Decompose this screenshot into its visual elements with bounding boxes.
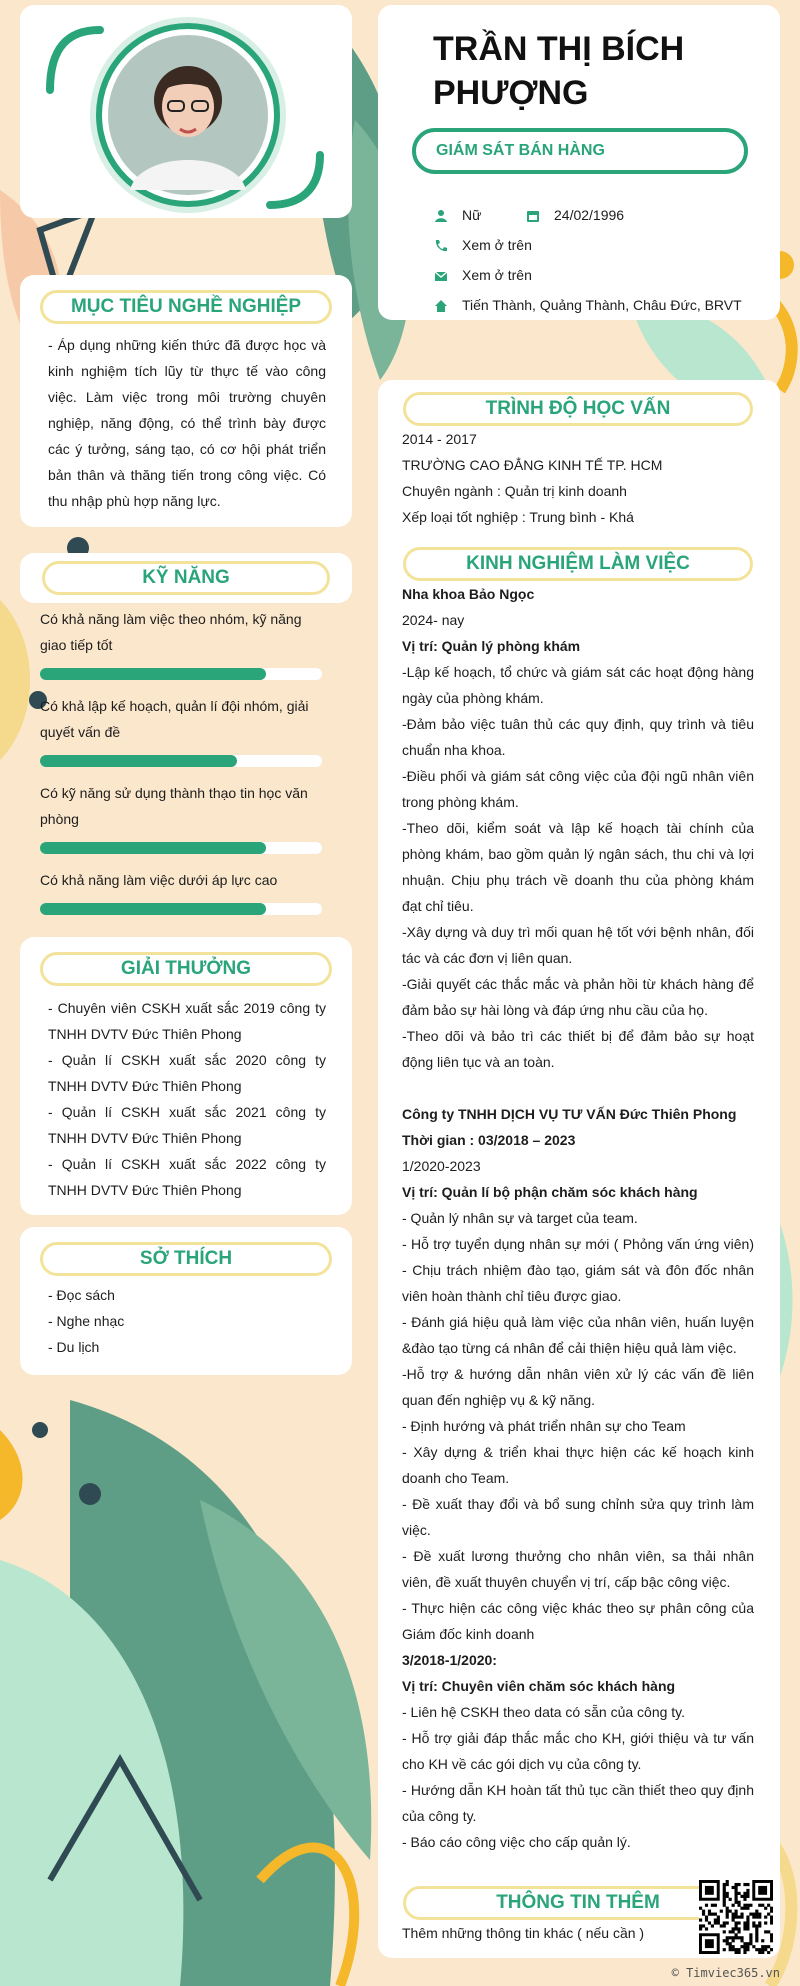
skill-bar-fill: [40, 842, 266, 854]
hobbies-card: [20, 1227, 352, 1375]
award-item: - Quản lí CSKH xuất sắc 2020 công ty TNHH DVTV Đức Thiên Phong: [48, 1052, 326, 1094]
job2-time: Thời gian : 03/2018 – 2023: [402, 1132, 576, 1148]
skill-item: [40, 693, 330, 767]
objective-text: - Áp dụng những kiến thức đã được học và kinh nghiệm tích lũy từ thực tế vào công việc. Làm việc trong môi trường chuyên nghiệp, năng động, có thể trình bày được các ý tưởng, sáng tạo, có cơ hội phát triển bản thân và thăng tiến trong công việc. Có thu nhập phù hợp năng lực.: [48, 337, 326, 509]
more-info-text: Thêm những thông tin khác ( nếu cần ): [402, 1925, 645, 1941]
job1-duties: -Lập kế hoạch, tổ chức và giám sát các hoạt động hàng ngày của phòng khám. -Đảm bảo việc tuân thủ các quy định, quy trình và tiêu chuẩn nha khoa. -Điều phối và giám sát công việc của đội ngũ nhân viên trong phòng khám. -Theo dõi, kiểm soát và lập kế hoạch tài chính của phòng khám, bao gồm quản lý ngân sách, thu chi và lợi nhuận. Chịu phụ trách về doanh thu của phòng khám đạt chỉ tiêu. -Xây dựng và duy trì mối quan hệ tốt với bệnh nhân, đối tác và các đơn vị liên quan. -Giải quyết các thắc mắc và phản hồi từ khách hàng để đảm bảo sự hài lòng và đáp ứng nhu cầu của họ. -Theo dõi và bảo trì các thiết bị để đảm bảo sự hoạt động liên tục và an toàn.: [402, 664, 754, 1070]
awards-list: [48, 995, 326, 1203]
education-title: TRÌNH ĐỘ HỌC VẤN: [403, 392, 753, 426]
job2-role2: Vị trí: Chuyên viên chăm sóc khách hàng: [402, 1678, 676, 1694]
award-item: - Quản lí CSKH xuất sắc 2021 công ty TNHH DVTV Đức Thiên Phong: [48, 1104, 326, 1146]
skill-label: Có khả năng làm việc dưới áp lực cao: [40, 872, 278, 888]
skill-item: [40, 780, 330, 854]
job2-period2: 3/2018-1/2020:: [402, 1652, 497, 1668]
more-info-title: THÔNG TIN THÊM: [403, 1886, 753, 1920]
home-icon: [434, 299, 448, 313]
hobbies-list: [48, 1282, 326, 1360]
award-item: - Quản lí CSKH xuất sắc 2022 công ty TNHH DVTV Đức Thiên Phong: [48, 1156, 326, 1198]
avatar-frame: [20, 5, 352, 218]
name-line-2: PHƯỢNG: [433, 74, 589, 112]
watermark: © Timviec365.vn: [671, 1966, 780, 1980]
objective-card: [20, 275, 352, 527]
gender-row: [434, 205, 481, 225]
job2-company: Công ty TNHH DỊCH VỤ TƯ VẤN Đức Thiên Phong: [402, 1106, 737, 1122]
qr-code-icon: [699, 1880, 773, 1954]
address-row: [434, 295, 742, 315]
main-card: [378, 380, 780, 1958]
awards-card: [20, 937, 352, 1215]
skill-item: [40, 606, 330, 680]
education-grade: Xếp loại tốt nghiệp : Trung bình - Khá: [402, 509, 634, 525]
education-school: TRƯỜNG CAO ĐẲNG KINH TẾ TP. HCM: [402, 457, 663, 473]
experience-content: [402, 581, 754, 1855]
objective-title: MỤC TIÊU NGHỀ NGHIỆP: [40, 290, 332, 324]
hobby-item: - Du lịch: [48, 1339, 100, 1355]
full-name: [433, 27, 684, 115]
skill-label: Có kỹ năng sử dụng thành thạo tin học văn phòng: [40, 785, 308, 827]
address-text: Tiến Thành, Quảng Thành, Châu Đức, BRVT: [462, 297, 742, 313]
position-pill: [412, 128, 748, 174]
phone-icon: [434, 239, 448, 253]
job1-role: Vị trí: Quản lý phòng khám: [402, 638, 581, 654]
skill-bar: [40, 755, 322, 767]
envelope-icon: [434, 269, 448, 283]
skill-bar-fill: [40, 903, 266, 915]
email-row: [434, 265, 532, 285]
phone-row: [434, 235, 532, 255]
skill-bar-fill: [40, 755, 237, 767]
name-line-1: TRẦN THỊ BÍCH: [433, 30, 685, 68]
job2-duties2: - Liên hệ CSKH theo data có sẵn của công ty. - Hỗ trợ giải đáp thắc mắc cho KH, giới thiệu và tư vấn cho KH về các gói dịch vụ của công ty. - Hướng dẫn KH hoàn tất thủ tục cần thiết theo quy định của công ty. - Báo cáo công việc cho cấp quản lý.: [402, 1704, 754, 1850]
education-period: 2014 - 2017: [402, 431, 477, 447]
hobbies-title: SỞ THÍCH: [40, 1242, 332, 1276]
skill-item: [40, 867, 330, 915]
skill-label: Có khả năng làm việc theo nhóm, kỹ năng giao tiếp tốt: [40, 611, 302, 653]
avatar-card: [20, 5, 352, 218]
calendar-icon: [526, 209, 540, 223]
job2-duties: - Quản lý nhân sự và target của team. - Hỗ trợ tuyển dụng nhân sự mới ( Phỏng vấn ứng viên) - Chịu trách nhiệm đào tạo, giám sát và đôn đốc nhân viên hoàn thành chỉ tiêu được giao. - Đánh giá hiệu quả làm việc của nhân viên, huấn luyện &đào tạo từng cá nhân để cải thiện hiệu quả làm việc. -Hỗ trợ & hướng dẫn nhân viên xử lý các vấn đề liên quan đến nghiệp vụ & kỹ năng. - Định hướng và phát triển nhân sự cho Team - Xây dựng & triển khai thực hiện các kế hoạch kinh doanh cho Team. - Đề xuất thay đổi và bổ sung chỉnh sửa quy trình làm việc. - Đề xuất lương thưởng cho nhân viên, sa thải nhân viên, đề xuất thuyên chuyển vị trí, cấp bậc công việc. - Thực hiện các công việc khác theo sự phân công của Giám đốc kinh doanh: [402, 1210, 754, 1642]
position-text: GIÁM SÁT BÁN HÀNG: [436, 142, 605, 159]
phone-text: Xem ở trên: [462, 237, 532, 253]
header-card: [378, 5, 780, 320]
skills-title-card: [20, 553, 352, 603]
hobby-item: - Đọc sách: [48, 1287, 115, 1303]
email-text: Xem ở trên: [462, 267, 532, 283]
person-icon: [434, 209, 448, 223]
skill-bar: [40, 668, 322, 680]
hobby-item: - Nghe nhạc: [48, 1313, 125, 1329]
skill-bar: [40, 842, 322, 854]
gender-text: Nữ: [462, 207, 482, 223]
birthday-text: 24/02/1996: [554, 207, 625, 223]
job2-period: 1/2020-2023: [402, 1158, 481, 1174]
job1-period: 2024- nay: [402, 612, 465, 628]
education-major: Chuyên ngành : Quản trị kinh doanh: [402, 483, 627, 499]
job2-role: Vị trí: Quản lí bộ phận chăm sóc khách hàng: [402, 1184, 698, 1200]
birthday-row: [526, 205, 624, 225]
skills-title: KỸ NĂNG: [42, 561, 330, 595]
job1-company: Nha khoa Bảo Ngọc: [402, 586, 535, 602]
experience-title: KINH NGHIỆM LÀM VIỆC: [403, 547, 753, 581]
skill-bar: [40, 903, 322, 915]
award-item: - Chuyên viên CSKH xuất sắc 2019 công ty TNHH DVTV Đức Thiên Phong: [48, 1000, 326, 1042]
skill-label: Có khả lập kế hoạch, quản lí đội nhóm, giải quyết vấn đề: [40, 698, 309, 740]
awards-title: GIẢI THƯỞNG: [40, 952, 332, 986]
education-content: [402, 426, 754, 530]
skill-bar-fill: [40, 668, 266, 680]
